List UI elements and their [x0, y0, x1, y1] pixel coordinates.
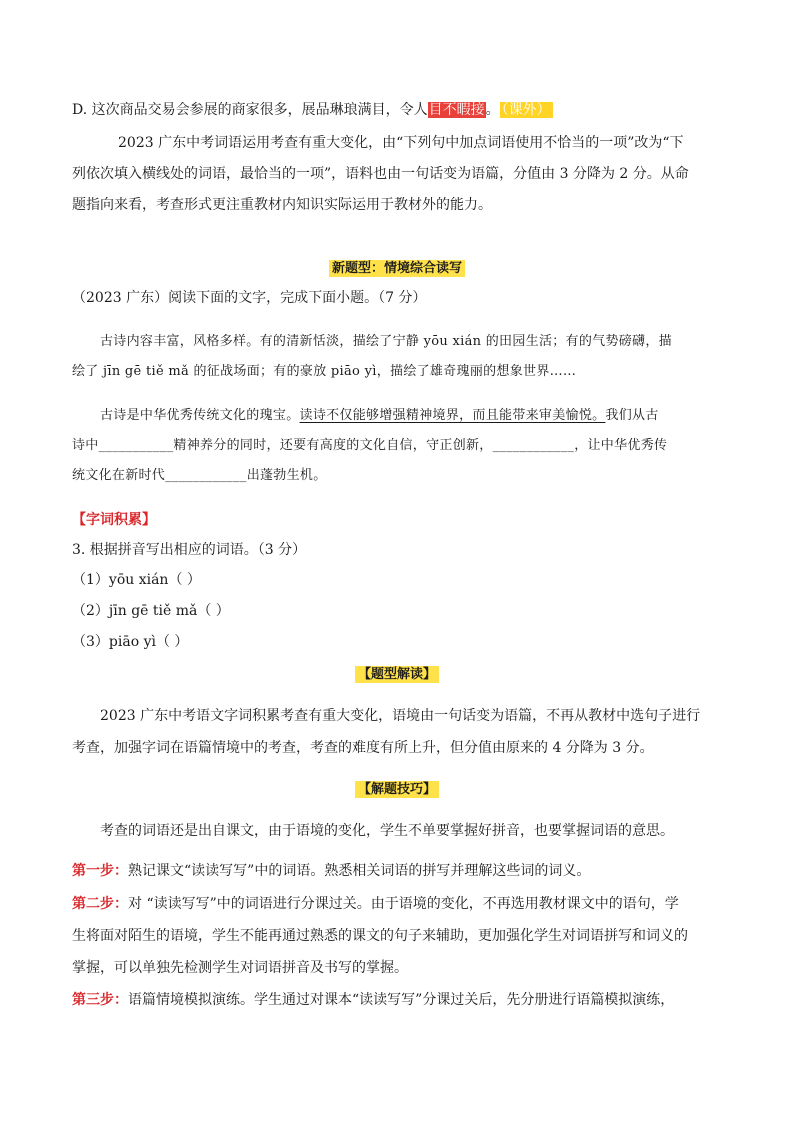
- option-d-suffix: 。: [485, 102, 500, 118]
- step-2-text: 对 “读读写写”中的词语进行分课过关。由于语境的变化，不再选用教材课文中的语句，学: [128, 896, 679, 912]
- step-1-text: 熟记课文“读读写写”中的词语。熟悉相关词语的拼写并理解这些词的词义。: [128, 863, 591, 879]
- intro-line-2: 列依次填入横线处的词语，最恰当的一项”，语料也由一句话变为语篇，分值由 3 分降为 2 分。从命: [72, 166, 689, 182]
- passage-p2-line-2: 诗中___________精神养分的同时，还要有高度的文化自信，守正创新，____________，让中华优秀传: [72, 438, 668, 453]
- step-1: [72, 861, 590, 881]
- tips-title: [0, 779, 794, 800]
- passage-p2-underlined: 读诗不仅能够增强精神境界，而且能带来审美愉悦。: [299, 408, 606, 423]
- step-3: [72, 990, 674, 1010]
- q3-item-1: （1）yōu xián（ ）: [72, 572, 201, 588]
- option-d-text: D. 这次商品交易会参展的商家很多，展品琳琅满目，令人: [72, 102, 428, 118]
- q3-item-2: （2）jīn gē tiě mǎ（ ）: [72, 603, 230, 619]
- option-d-tag: （课外）: [501, 102, 551, 118]
- interpret-title: [0, 664, 794, 685]
- q3-item-3: （3）piāo yì（ ）: [72, 634, 189, 650]
- passage-p2-text-b: 我们从古: [605, 408, 659, 423]
- section-title: [0, 258, 794, 279]
- passage-p1-line-1: 古诗内容丰富，风格多样。有的清新恬淡，描绘了宁静 yōu xián 的田园生活；有的气势磅礴，描: [100, 334, 672, 349]
- q3-stem: 3. 根据拼音写出相应的词语。（3 分）: [72, 542, 307, 558]
- passage-p2-line-3: 统文化在新时代____________出蓬勃生机。: [72, 468, 327, 483]
- option-d-highlight: 目不暇接: [428, 102, 485, 118]
- step-3-text: 语篇情境模拟演练。学生通过对课本“读读写写”分课过关后，先分册进行语篇模拟演练，: [128, 992, 675, 1008]
- tips-intro: 考查的词语还是出自课文，由于语境的变化，学生不单要掌握好拼音，也要掌握词语的意思。: [100, 823, 674, 839]
- step-2-line-2: 生将面对陌生的语境，学生不能再通过熟悉的课文的句子来辅助，更加强化学生对词语拼写和词义的: [72, 928, 688, 944]
- step-2-line-1: [72, 894, 679, 914]
- passage-p1-line-2: 绘了 jīn gē tiě mǎ 的征战场面；有的豪放 piāo yì，描绘了雄奇瑰丽的想象世界……: [72, 364, 577, 379]
- step-3-label: 第三步：: [72, 992, 128, 1008]
- intro-line-1: 2023 广东中考词语运用考查有重大变化，由“下列句中加点词语使用不恰当的一项”改为“下: [118, 135, 684, 151]
- interpret-title-label: 【题型解读】: [355, 666, 439, 683]
- question-intro: （2023 广东）阅读下面的文字，完成下面小题。（7 分）: [72, 290, 427, 306]
- interpret-line-1: 2023 广东中考语文字词积累考查有重大变化，语境由一句话变为语篇，不再从教材中选句子进行: [100, 708, 701, 724]
- step-2-line-3: 掌握，可以单独先检测学生对词语拼音及书写的掌握。: [72, 960, 408, 976]
- word-section-title: 【字词积累】: [72, 512, 156, 528]
- tips-title-label: 【解题技巧】: [355, 781, 439, 798]
- step-1-label: 第一步：: [72, 863, 128, 879]
- interpret-line-2: 考查，加强字词在语篇情境中的考查，考查的难度有所上升，但分值由原来的 4 分降为 3 分。: [72, 740, 654, 756]
- section-title-label: 新题型：情境综合读写: [329, 260, 465, 277]
- passage-p2-line-1: [100, 406, 659, 426]
- step-2-label: 第二步：: [72, 896, 128, 912]
- intro-line-3: 题指向来看，考查形式更注重教材内知识实际运用于教材外的能力。: [72, 197, 492, 213]
- option-d: [72, 100, 553, 120]
- passage-p2-text-a: 古诗是中华优秀传统文化的瑰宝。: [100, 408, 300, 423]
